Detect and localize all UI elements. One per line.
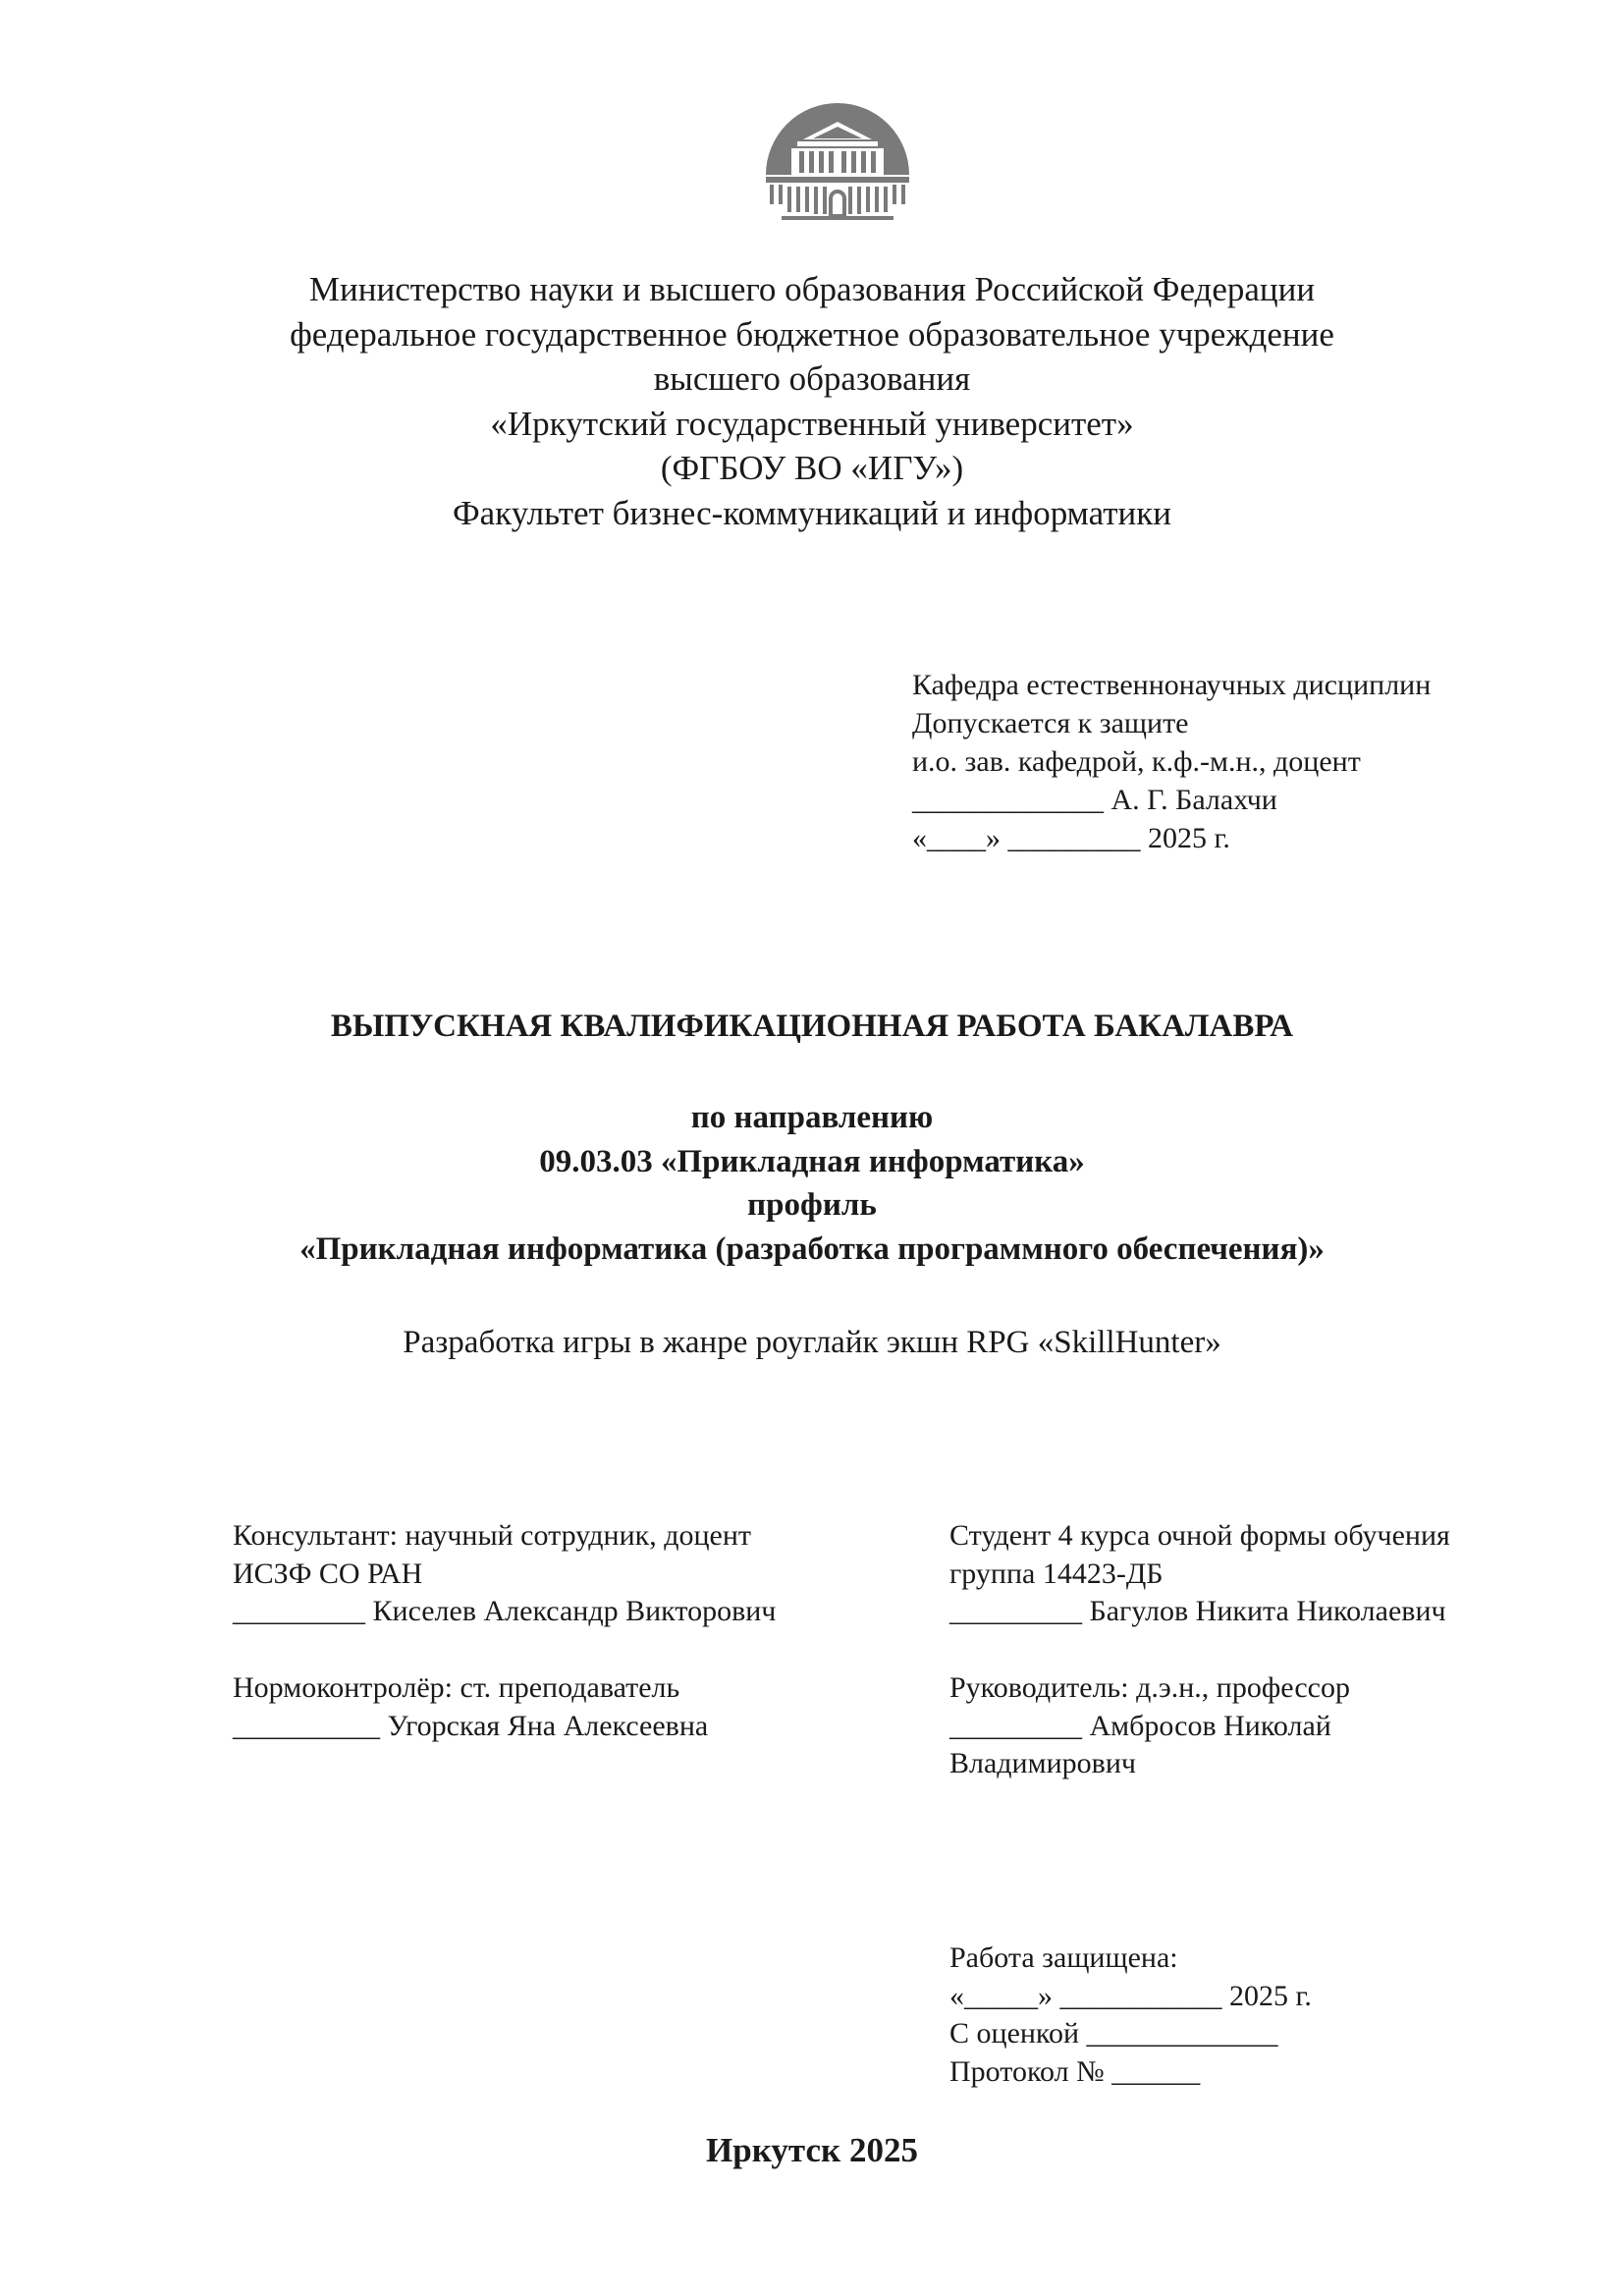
student-signature-line: _________ Багулов Никита Николаевич [949,1595,1446,1627]
supervisor-block [949,1669,1350,1783]
profile-name: «Прикладная информатика (разработка программного обеспечения)» [299,1230,1325,1267]
supervisor-name-continued: Владимирович [949,1747,1136,1779]
faculty-name: Факультет бизнес-коммуникаций и информатики [453,493,1171,532]
ministry-name: Министерство науки и высшего образования Российской Федерации [308,270,1316,308]
institution-header [196,267,1428,535]
supervisor-role: Руководитель: д.э.н., профессор [949,1671,1350,1704]
education-level: высшего образования [653,359,971,398]
defense-block [949,1940,1312,2091]
university-name: «Иркутский государственный университет» [490,404,1134,443]
student-block [949,1517,1450,1631]
consultant-organization: ИСЗФ СО РАН [233,1557,423,1590]
defense-grade-line: С оценкой _____________ [949,2017,1278,2050]
head-position: и.о. зав. кафедрой, к.ф.-м.н., доцент [912,745,1361,778]
approval-date-line: «____» _________ 2025 г. [912,822,1230,854]
profile-label: профиль [747,1187,877,1223]
institution-type: федеральное государственное бюджетное образовательное учреждение [290,314,1334,354]
direction-label: по направлению [690,1100,934,1135]
normcontrol-role: Нормоконтролёр: ст. преподаватель [233,1671,680,1704]
university-emblem-icon [762,96,913,226]
consultant-role: Консультант: научный сотрудник, доцент [233,1519,752,1552]
city-year: Иркутск 2025 [706,2131,918,2169]
student-role: Студент 4 курса очной формы обучения [949,1519,1450,1552]
work-title: ВЫПУСКНАЯ КВАЛИФИКАЦИОННАЯ РАБОТА БАКАЛАВРА [330,1009,1294,1044]
defense-status: Работа защищена: [949,1941,1178,1974]
direction-name: 09.03.03 «Прикладная информатика» [539,1143,1085,1179]
consultant-block [233,1517,776,1631]
defense-date-line: «_____» ___________ 2025 г. [949,1979,1312,2012]
direction-block [196,1096,1428,1271]
head-signature-line: _____________ А. Г. Балахчи [912,784,1277,816]
defense-protocol-line: Протокол № ______ [949,2054,1201,2088]
university-abbreviation: (ФГБОУ ВО «ИГУ») [660,449,964,487]
supervisor-signature-line: _________ Амбросов Николай [949,1709,1331,1742]
department-name: Кафедра естественнонаучных дисциплин [912,669,1432,701]
work-topic: Разработка игры в жанре роуглайк экшн RPG «SkillHunter» [403,1325,1221,1360]
student-group: группа 14423-ДБ [949,1557,1164,1590]
approval-block [912,666,1521,857]
consultant-signature-line: _________ Киселев Александр Викторович [233,1595,777,1627]
admission-text: Допускается к защите [912,707,1189,739]
normcontrol-block [233,1669,708,1745]
normcontrol-signature-line: __________ Угорская Яна Алексеевна [233,1709,709,1742]
